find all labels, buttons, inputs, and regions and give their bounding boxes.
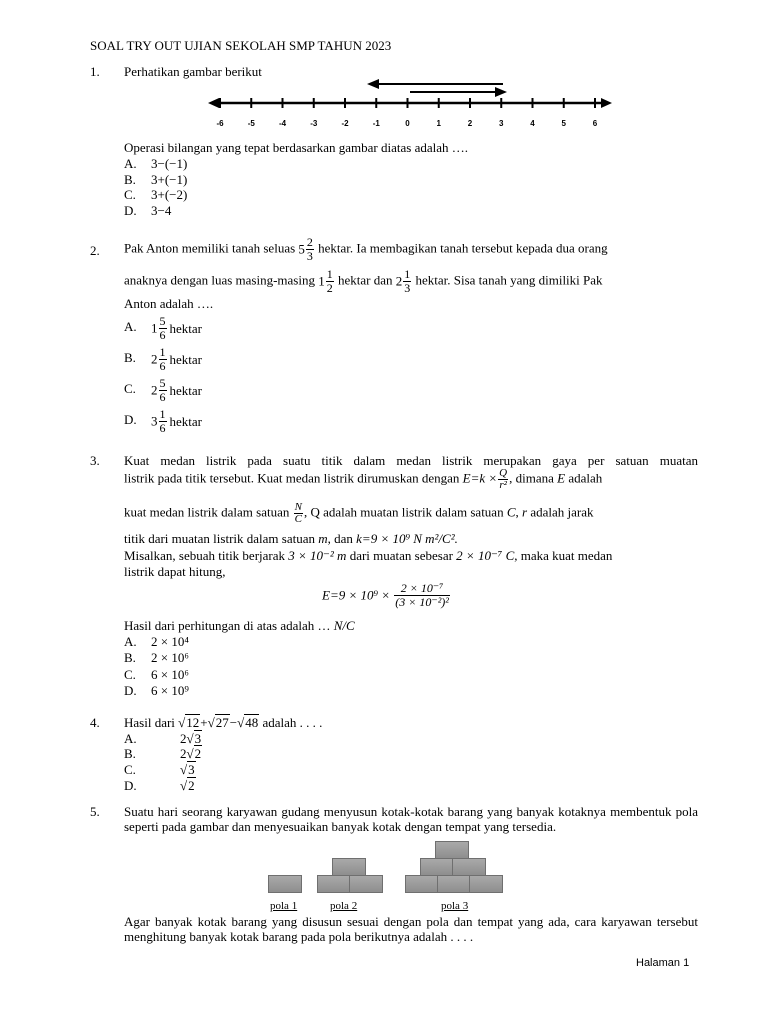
option-label: A. — [124, 319, 137, 335]
q3-calc-den: (3 × 10⁻²)² — [395, 595, 449, 609]
q1-option — [124, 203, 171, 219]
option-label: C. — [124, 762, 136, 777]
q3-formula-num: Q — [499, 467, 508, 479]
option-num: 1 — [159, 345, 166, 359]
option-label: C. — [124, 667, 136, 682]
option-whole: 3 — [151, 413, 158, 429]
option-label: C. — [124, 187, 136, 202]
sqrt-sign: √ — [186, 746, 194, 761]
option-label: C. — [124, 381, 136, 397]
q3-result-text: Hasil dari perhitungan di atas adalah … — [124, 618, 331, 633]
tick-label: -5 — [247, 119, 255, 128]
q3-option — [124, 683, 189, 699]
option-radicand: 2 — [188, 778, 195, 793]
q2-text-2: hektar. Ia membagikan tanah tersebut kepada dua orang — [318, 240, 608, 256]
q1-option — [124, 172, 187, 188]
option-label: D. — [124, 778, 137, 793]
q3-l3a: kuat medan listrik dalam satuan — [124, 504, 290, 520]
axis-right-head — [601, 98, 612, 108]
q3-line3 — [124, 502, 593, 525]
pola1-label — [270, 900, 297, 912]
q3-option — [124, 667, 189, 683]
sqrt-sign: √ — [180, 778, 188, 793]
option-text: 3+(−1) — [151, 172, 188, 187]
q2-number: 2. — [90, 243, 100, 258]
arrow-left-head — [367, 79, 379, 89]
q1-prompt: Perhatikan gambar berikut — [124, 64, 262, 79]
q4-radicand-3: 48 — [245, 715, 259, 730]
option-num: 5 — [159, 314, 166, 328]
q2-line2 — [124, 268, 603, 295]
q3-line5 — [124, 548, 612, 564]
q2-frac2-whole: 1 — [318, 273, 325, 289]
option-unit: hektar — [169, 382, 202, 398]
q3-unit-num: N — [294, 501, 302, 513]
q3-l4d: k=9 × 10⁹ N m²/C². — [356, 531, 458, 546]
option-label: A. — [124, 156, 137, 171]
pola2-box — [349, 875, 383, 893]
q1-number: 1. — [90, 64, 100, 79]
option-den: 6 — [159, 421, 166, 435]
option-text: 2 × 10⁴ — [151, 634, 189, 649]
option-unit: hektar — [169, 413, 202, 429]
pola3-label — [441, 900, 468, 912]
page-number: Halaman 1 — [636, 957, 690, 969]
q2-option — [124, 346, 202, 373]
option-radicand: 2 — [194, 746, 202, 761]
q4-radicand-2: 27 — [215, 715, 229, 730]
option-num: 1 — [159, 407, 166, 421]
q4-option — [124, 762, 196, 778]
option-radicand: 3 — [194, 731, 202, 746]
option-text: 6 × 10⁹ — [151, 683, 189, 698]
pola3-box — [437, 875, 471, 893]
option-label: A. — [124, 731, 137, 746]
q2-line1 — [124, 236, 608, 263]
option-label: A. — [124, 634, 137, 649]
q3-line4 — [124, 531, 458, 547]
pola2-label-text: pola 2 — [330, 900, 358, 912]
q3-l5b: 3 × 10⁻² m — [288, 548, 347, 563]
q3-option — [124, 634, 189, 650]
q2-option — [124, 315, 202, 342]
option-text: 2 × 10⁶ — [151, 650, 189, 665]
option-coef: 2 — [180, 731, 187, 746]
q3-l3c: C — [506, 504, 516, 520]
q5-text2: Agar banyak kotak barang yang disusun sesuai dengan pola dan tempat yang ada, cara karyawan tersebut menghitung banyak kotak barang pada pola berikutnya adalah . . . . — [124, 914, 698, 944]
pola3-box — [452, 858, 486, 876]
option-whole: 2 — [151, 382, 158, 398]
q4-prompt-a: Hasil dari — [124, 715, 175, 730]
option-text: 3+(−2) — [151, 187, 188, 202]
pola3-box — [405, 875, 439, 893]
tick-label: 2 — [467, 119, 473, 128]
q3-calculation — [322, 582, 451, 609]
axis-left-head — [208, 98, 219, 108]
q3-l3b: , Q adalah muatan listrik dalam satuan — [303, 504, 504, 520]
q3-l3e: r — [522, 504, 528, 520]
tick-label: 6 — [592, 119, 598, 128]
q3-l5c: dari muatan sebesar — [349, 548, 453, 563]
option-radicand: 3 — [188, 762, 195, 777]
q3-l5a: Misalkan, sebuah titik berjarak — [124, 548, 286, 563]
option-label: D. — [124, 203, 137, 218]
q2-frac3-den: 3 — [404, 281, 411, 295]
q3-unit-den: C — [294, 513, 302, 525]
option-num: 5 — [159, 376, 166, 390]
q2-text-5: hektar. Sisa tanah yang dimiliki Pak — [415, 272, 603, 288]
q4-option — [124, 731, 202, 747]
tick-label: -3 — [310, 119, 318, 128]
q3-result-question — [124, 618, 355, 634]
q1-option — [124, 156, 187, 172]
tick-label: -2 — [341, 119, 349, 128]
q3-l2b: , dimana — [509, 470, 554, 486]
q2-frac3-whole: 2 — [395, 273, 403, 289]
q2-frac1-whole: 5 — [298, 241, 305, 257]
option-text: 3−(−1) — [151, 156, 188, 171]
option-label: B. — [124, 650, 136, 665]
option-label: B. — [124, 172, 136, 187]
sqrt-sign: √ — [186, 731, 194, 746]
q3-l5d: 2 × 10⁻⁷ C — [456, 548, 515, 563]
q2-text-4: hektar dan — [337, 272, 393, 288]
q1-option — [124, 187, 187, 203]
option-label: B. — [124, 746, 136, 761]
option-unit: hektar — [169, 351, 202, 367]
q4-prompt-b: adalah . . . . — [262, 715, 323, 730]
q3-l4a: titik dari muatan listrik dalam satuan — [124, 531, 315, 546]
option-text: 6 × 10⁶ — [151, 667, 189, 682]
tick-label: 5 — [561, 119, 566, 128]
q3-line1: Kuat medan listrik pada suatu titik dalam medan listrik merupakan gaya per satuan muatan — [124, 453, 698, 468]
q3-option — [124, 650, 189, 666]
q2-frac3-num: 1 — [404, 267, 411, 281]
q3-l4b: m — [318, 531, 328, 546]
q4-option — [124, 746, 202, 762]
option-den: 6 — [159, 390, 166, 404]
tick-label: 4 — [530, 119, 535, 128]
q3-result-unit: N/C — [333, 618, 355, 633]
q4-radicand-1: 12 — [186, 715, 200, 730]
q4-number: 4. — [90, 715, 100, 730]
q3-line6: listrik dapat hitung, — [124, 564, 226, 579]
pola2-box — [317, 875, 351, 893]
pola3-label-text: pola 3 — [441, 900, 469, 912]
sqrt-sign: √ — [180, 762, 188, 777]
pola2-box — [332, 858, 366, 876]
option-den: 6 — [159, 328, 166, 342]
q1-question: Operasi bilangan yang tepat berdasarkan gambar diatas adalah …. — [124, 140, 468, 155]
arrow-right-head — [495, 87, 507, 97]
number-line — [205, 76, 615, 132]
q2-option — [124, 408, 202, 435]
q3-calc-num: 2 × 10⁻⁷ — [394, 582, 450, 596]
tick-label: 0 — [405, 119, 410, 128]
q3-number: 3. — [90, 453, 100, 468]
tick-label: 1 — [436, 119, 441, 128]
option-label: D. — [124, 412, 137, 428]
option-den: 6 — [159, 359, 166, 373]
q5-text: Suatu hari seorang karyawan gudang menyusun kotak-kotak barang yang banyak kotaknya membentuk pola seperti pada gambar dan menyesuaikan banyak kotak dengan tempat yang tersedia. — [124, 804, 698, 834]
q2-frac2-den: 2 — [326, 281, 333, 295]
q3-l4c: , dan — [327, 531, 353, 546]
q3-l2d: adalah — [568, 470, 603, 486]
tick-label: -4 — [278, 119, 287, 128]
option-unit: hektar — [169, 320, 202, 336]
pola3-box — [435, 841, 469, 859]
q3-formula-lhs: E=k × — [462, 470, 498, 486]
q2-text-6: Anton adalah …. — [124, 296, 214, 311]
q3-line2 — [124, 468, 602, 491]
q3-formula-den: r² — [499, 479, 507, 491]
option-label: B. — [124, 350, 136, 366]
tick-label: -6 — [216, 119, 224, 128]
option-whole: 2 — [151, 351, 158, 367]
q2-frac1-den: 3 — [306, 249, 313, 263]
option-text: 3−4 — [151, 203, 172, 218]
pola2-label — [330, 900, 357, 912]
pola3-box — [420, 858, 454, 876]
option-whole: 1 — [151, 320, 158, 336]
q5-number: 5. — [90, 804, 100, 819]
q3-calc-lhs: E=9 × 10⁹ × — [322, 587, 391, 603]
q3-l2c: E — [557, 470, 566, 486]
q2-text-3: anaknya dengan luas masing-masing — [124, 272, 315, 288]
q2-frac2-num: 1 — [326, 267, 333, 281]
q2-frac1-num: 2 — [306, 235, 313, 249]
page-title: SOAL TRY OUT UJIAN SEKOLAH SMP TAHUN 2023 — [90, 38, 392, 53]
tick-label: 3 — [499, 119, 504, 128]
q3-l3d: , — [515, 504, 519, 520]
option-label: D. — [124, 683, 137, 698]
q3-l3f: adalah jarak — [530, 504, 594, 520]
q4-option — [124, 778, 196, 794]
tick-label: -1 — [372, 119, 380, 128]
q3-l2a: listrik pada titik tersebut. Kuat medan listrik dirumuskan dengan — [124, 470, 460, 486]
q2-text-1: Pak Anton memiliki tanah seluas — [124, 240, 296, 256]
q3-l5e: , maka kuat medan — [514, 548, 613, 563]
option-coef: 2 — [180, 746, 187, 761]
q2-option — [124, 377, 202, 404]
pola1-label-text: pola 1 — [270, 900, 298, 912]
q4-prompt: Hasil dari √12+√27−√48 adalah . . . . — [124, 715, 323, 730]
pola3-box — [469, 875, 503, 893]
pola1-box — [268, 875, 302, 893]
